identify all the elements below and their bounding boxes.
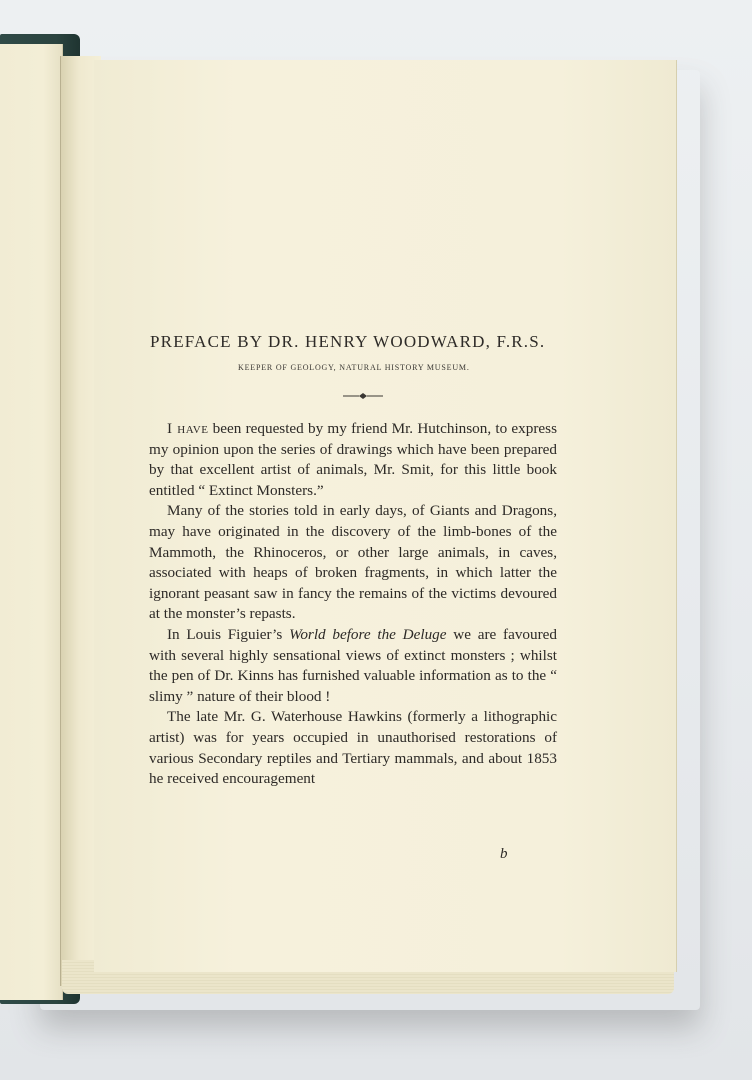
paragraph-text: been requested by my friend Mr. Hutchinson, to express my opinion upon the series of drawings which have been prepared by that excellent artist of animals, Mr. Smit, for this little book entitled “ Extinct Monsters.” — [149, 420, 557, 499]
paragraph — [149, 419, 557, 501]
paragraph — [149, 625, 557, 707]
ornament-divider-icon — [343, 390, 383, 402]
page-heading: PREFACE BY DR. HENRY WOODWARD, F.R.S. — [150, 332, 546, 351]
book-title: World before the Deluge — [289, 625, 447, 643]
page-subheading: KEEPER OF GEOLOGY, NATURAL HISTORY MUSEUM. — [238, 363, 470, 372]
paragraph-text: we are favoured with several highly sensational views of extinct monsters ; whilst the pen of Dr. Kinns has furnished valuable information as to the “ slimy ” nature of their blood ! — [149, 625, 557, 705]
paragraph-lead: I have — [167, 420, 209, 437]
preface-body — [149, 419, 557, 790]
right-page — [94, 60, 677, 972]
paragraph-text: In Louis Figuier’s — [167, 625, 290, 643]
signature-mark: b — [500, 846, 508, 862]
left-page — [0, 44, 63, 1000]
paragraph: Many of the stories told in early days, of Giants and Dragons, may have originated in the discovery of the limb-bones of the Mammoth, the Rhinoceros, or other large animals, in caves, associated with heaps of broken fragments, in which latter the ignorant peasant saw in fancy the remains of the victims devoured at the monster’s repasts. — [149, 502, 557, 623]
paragraph: The late Mr. G. Waterhouse Hawkins (formerly a lithographic artist) was for years occupied in unauthorised restorations of various Secondary reptiles and Tertiary mammals, and about 1853 he received encouragement — [149, 708, 557, 788]
